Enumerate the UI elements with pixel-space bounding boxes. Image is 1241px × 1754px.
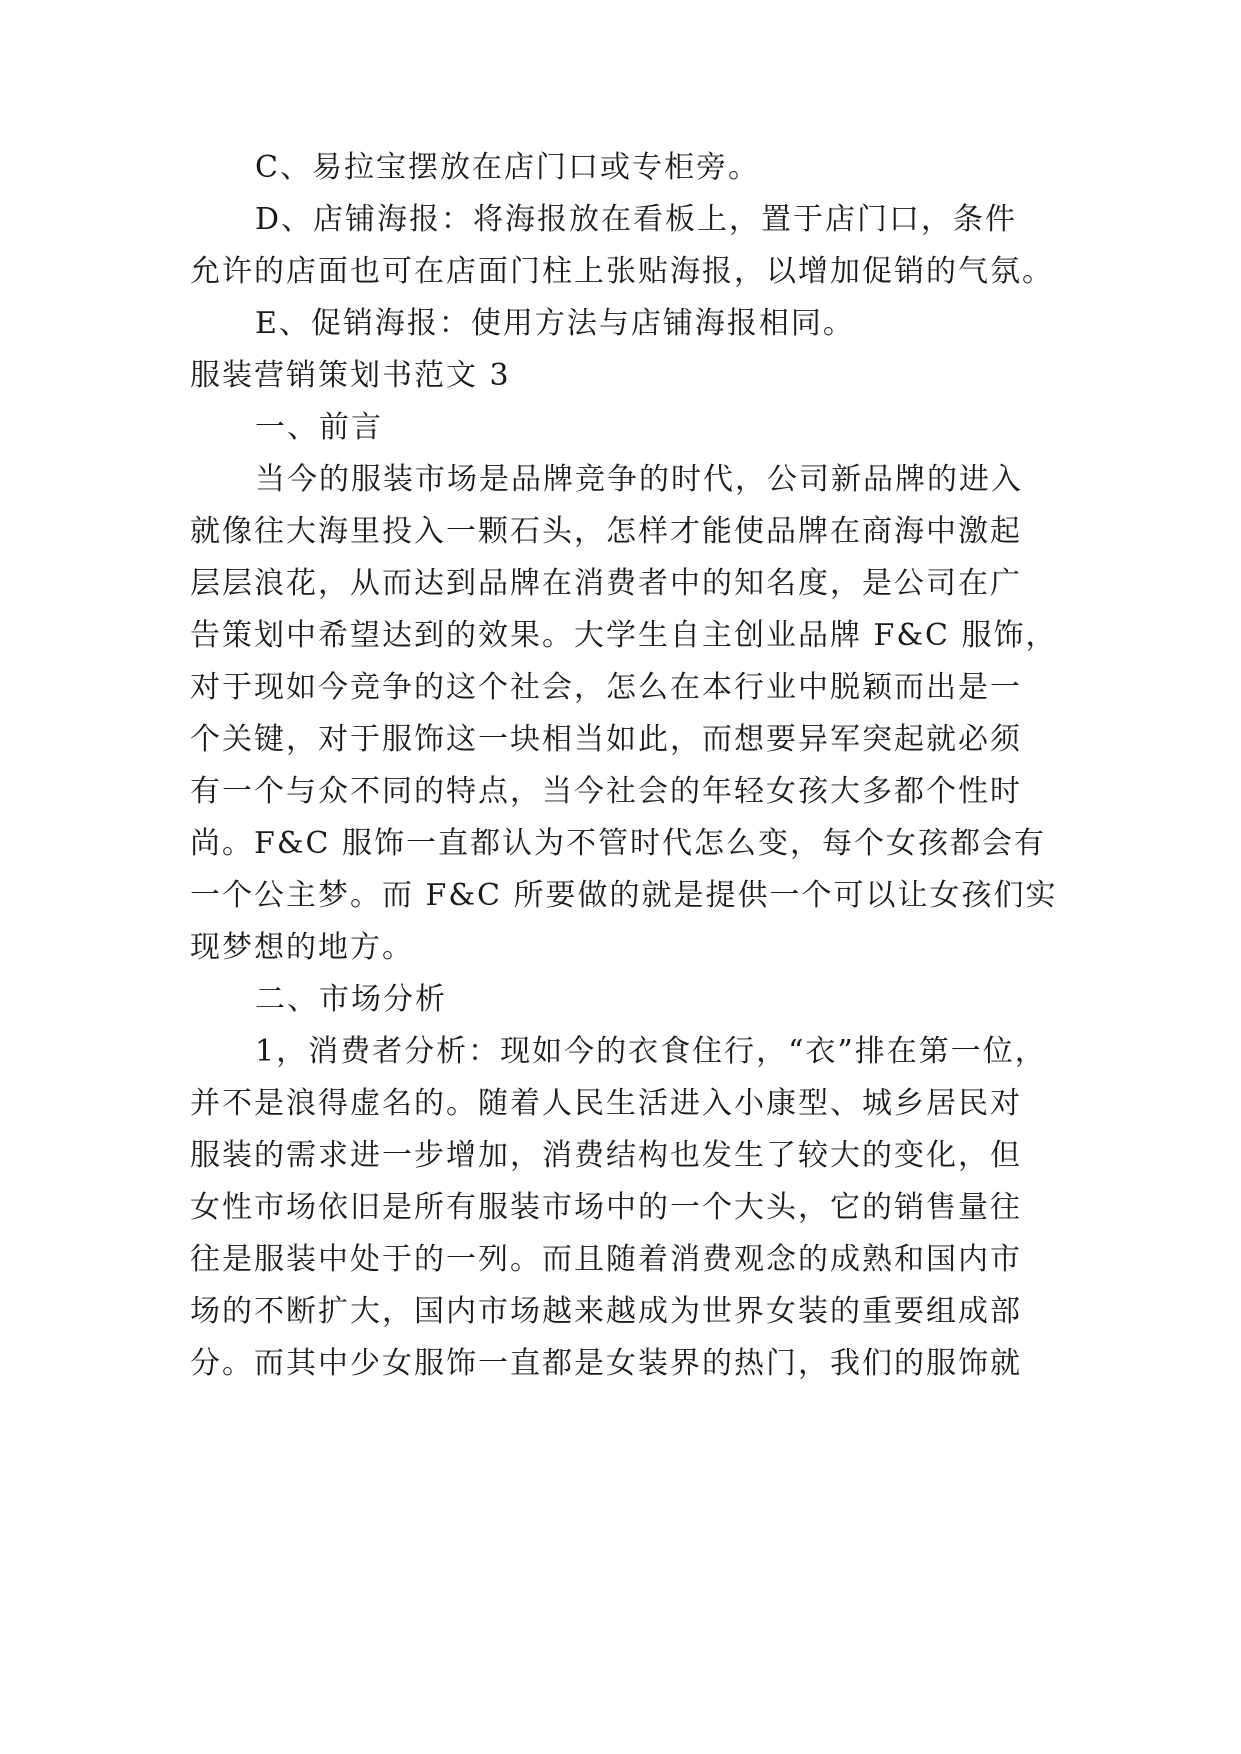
paragraph-line: 个关键，对于服饰这一块相当如此，而想要异军突起就必须 xyxy=(190,722,1022,757)
paragraph-line: E、促销海报：使用方法与店铺海报相同。 xyxy=(255,306,855,341)
paragraph-line: 对于现如今竞争的这个社会，怎么在本行业中脱颖而出是一 xyxy=(190,670,1022,705)
paragraph-line: 有一个与众不同的特点，当今社会的年轻女孩大多都个性时 xyxy=(190,774,1022,809)
subsection-heading: 二、市场分析 xyxy=(255,982,447,1017)
paragraph-line: 允许的店面也可在店面门柱上张贴海报，以增加促销的气氛。 xyxy=(190,254,1054,289)
paragraph-line: 现梦想的地方。 xyxy=(190,930,414,965)
subsection-heading: 一、前言 xyxy=(255,410,383,445)
paragraph-line: 1，消费者分析：现如今的衣食住行，“衣”排在第一位， xyxy=(255,1034,1047,1069)
paragraph-line: C、易拉宝摆放在店门口或专柜旁。 xyxy=(255,150,760,185)
paragraph-line: 尚。F&C 服饰一直都认为不管时代怎么变，每个女孩都会有 xyxy=(190,826,1047,861)
paragraph-line: 一个公主梦。而 F&C 所要做的就是提供一个可以让女孩们实 xyxy=(190,878,1058,913)
paragraph-line: 往是服装中处于的一列。而且随着消费观念的成熟和国内市 xyxy=(190,1242,1022,1277)
paragraph-line: 告策划中希望达到的效果。大学生自主创业品牌 F&C 服饰， xyxy=(190,618,1058,653)
paragraph-line: 就像往大海里投入一颗石头，怎样才能使品牌在商海中激起 xyxy=(190,514,1022,549)
paragraph-line: 女性市场依旧是所有服装市场中的一个大头，它的销售量往 xyxy=(190,1190,1022,1225)
paragraph-line: 分。而其中少女服饰一直都是女装界的热门，我们的服饰就 xyxy=(190,1346,1022,1381)
paragraph-line: 并不是浪得虚名的。随着人民生活进入小康型、城乡居民对 xyxy=(190,1086,1022,1121)
paragraph-line: 服装的需求进一步增加，消费结构也发生了较大的变化，但 xyxy=(190,1138,1022,1173)
paragraph-line: 层层浪花，从而达到品牌在消费者中的知名度，是公司在广 xyxy=(190,566,1022,601)
paragraph-line: 当今的服装市场是品牌竞争的时代，公司新品牌的进入 xyxy=(255,462,1023,497)
paragraph-line: D、店铺海报：将海报放在看板上，置于店门口，条件 xyxy=(255,202,1018,237)
paragraph-line: 场的不断扩大，国内市场越来越成为世界女装的重要组成部 xyxy=(190,1294,1022,1329)
section-title: 服装营销策划书范文 3 xyxy=(190,358,511,393)
